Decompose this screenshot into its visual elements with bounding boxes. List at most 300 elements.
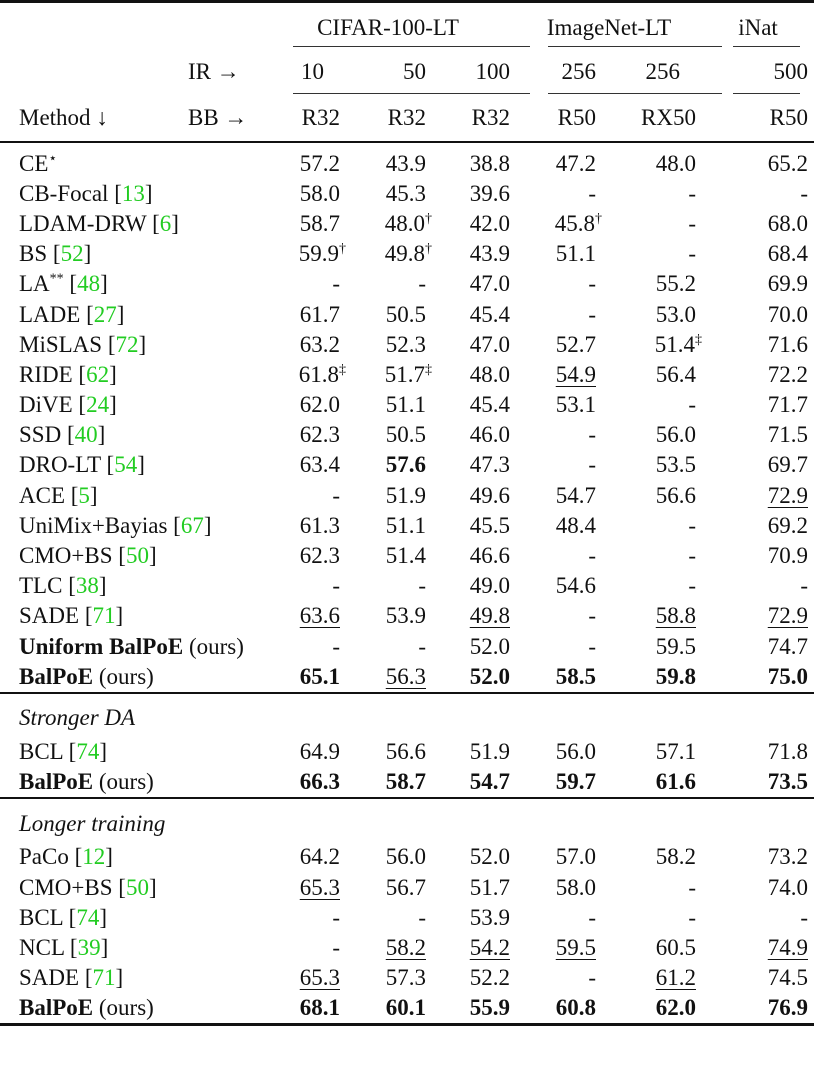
backbone-value: R32 xyxy=(301,105,340,130)
value-cell xyxy=(432,420,516,450)
table-row xyxy=(0,179,814,209)
value-text: - xyxy=(588,543,596,569)
citation-link[interactable]: 12 xyxy=(82,844,106,870)
value-text: 46.6 xyxy=(469,543,510,569)
value-text: - xyxy=(418,633,426,659)
value-cell xyxy=(516,420,602,450)
value-text: 52.0 xyxy=(469,844,510,870)
citation-link[interactable]: 39 xyxy=(77,934,101,960)
method-name: TLC xyxy=(19,573,63,599)
value-cell xyxy=(432,209,516,239)
section-title-row xyxy=(0,693,814,737)
value-text: 65.2 xyxy=(767,150,808,176)
value-cell xyxy=(516,767,602,798)
header-row-ir xyxy=(0,48,814,96)
method-cell: SADE [71] xyxy=(19,603,124,629)
header-spacer xyxy=(0,48,160,96)
value-text: 68.4 xyxy=(767,241,808,267)
value-cell xyxy=(602,330,702,360)
table-row xyxy=(0,632,814,662)
table-row xyxy=(0,269,814,299)
value-text: 38.8 xyxy=(469,150,510,176)
value-text: 51.1 xyxy=(385,512,426,538)
value-text: 76.9 xyxy=(767,995,808,1021)
citation-link[interactable]: 5 xyxy=(78,482,90,508)
value-cell xyxy=(346,299,432,329)
value-cell xyxy=(516,872,602,902)
value-text: 50.5 xyxy=(385,301,426,327)
value-cell xyxy=(260,872,346,902)
citation-link[interactable]: 24 xyxy=(86,392,110,418)
bottom-rule-line xyxy=(0,1025,814,1031)
table-row xyxy=(0,737,814,767)
method-name: BS xyxy=(19,241,48,267)
value-cell xyxy=(702,390,814,420)
citation-link[interactable]: 74 xyxy=(76,738,100,764)
value-cell xyxy=(702,511,814,541)
table-row xyxy=(0,662,814,693)
value-text: 56.0 xyxy=(555,738,596,764)
value-cell xyxy=(602,993,702,1025)
value-text: 70.9 xyxy=(767,543,808,569)
value-cell xyxy=(516,933,602,963)
value-cell xyxy=(346,511,432,541)
table-header xyxy=(0,2,814,142)
value-cell xyxy=(346,142,432,179)
table-row xyxy=(0,933,814,963)
citation-link[interactable]: 54 xyxy=(114,452,138,478)
value-text: - xyxy=(688,543,696,569)
method-cell: MiSLAS [72] xyxy=(19,331,147,357)
value-superscript: † xyxy=(595,211,602,227)
value-text: 61.2 xyxy=(655,965,696,991)
value-text: 51.9 xyxy=(385,482,426,508)
value-text: 51.9 xyxy=(469,738,510,764)
value-cell xyxy=(432,842,516,872)
value-superscript: ‡ xyxy=(339,362,346,378)
value-text: 73.2 xyxy=(767,844,808,870)
value-cell xyxy=(346,481,432,511)
value-cell xyxy=(516,662,602,693)
ours-suffix: (ours) xyxy=(188,633,244,659)
value-text: 60.5 xyxy=(655,934,696,960)
value-cell xyxy=(432,632,516,662)
method-name: CE xyxy=(19,150,49,176)
value-text: 45.5 xyxy=(469,512,510,538)
value-cell xyxy=(602,179,702,209)
method-name: Uniform BalPoE xyxy=(19,633,184,659)
value-cell xyxy=(702,872,814,902)
citation-link[interactable]: 52 xyxy=(60,241,84,267)
table-row xyxy=(0,450,814,480)
value-cell xyxy=(702,993,814,1025)
ir-value: 100 xyxy=(475,58,510,84)
value-cell xyxy=(702,963,814,993)
value-superscript: † xyxy=(425,241,432,257)
value-cell xyxy=(602,737,702,767)
method-name: ACE xyxy=(19,482,65,508)
value-cell xyxy=(260,842,346,872)
value-text: - xyxy=(688,392,696,418)
value-cell xyxy=(432,872,516,902)
citation-link[interactable]: 62 xyxy=(86,361,110,387)
citation-link[interactable]: 38 xyxy=(75,573,99,599)
value-text: - xyxy=(588,965,596,991)
value-cell xyxy=(516,360,602,390)
value-text: 71.8 xyxy=(767,738,808,764)
value-text: 62.3 xyxy=(299,422,340,448)
value-text: 72.9 xyxy=(767,482,808,508)
method-name: DiVE xyxy=(19,392,73,418)
value-text: 74.0 xyxy=(767,874,808,900)
value-text: - xyxy=(588,603,596,629)
value-text: 55.2 xyxy=(655,271,696,297)
value-cell xyxy=(260,993,346,1025)
value-text: 49.8 xyxy=(384,241,425,267)
value-text: - xyxy=(588,633,596,659)
dataset-group-header: ImageNet-LT xyxy=(516,2,702,48)
value-text: 57.1 xyxy=(655,738,696,764)
value-text: 51.1 xyxy=(555,241,596,267)
value-cell xyxy=(602,662,702,693)
value-cell xyxy=(346,601,432,631)
value-text: 53.5 xyxy=(655,452,696,478)
value-text: 72.9 xyxy=(767,603,808,629)
value-text: 73.5 xyxy=(767,769,808,795)
value-text: 52.3 xyxy=(385,331,426,357)
method-cell: LA** [48] xyxy=(19,271,108,297)
value-cell xyxy=(602,420,702,450)
method-cell: UniMix+Bayias [67] xyxy=(19,512,212,538)
value-cell xyxy=(516,963,602,993)
value-cell xyxy=(260,541,346,571)
value-cell xyxy=(702,179,814,209)
value-text: 75.0 xyxy=(767,663,808,689)
method-name: BalPoE xyxy=(19,769,94,795)
value-cell xyxy=(602,842,702,872)
value-text: 59.8 xyxy=(655,663,696,689)
value-text: 53.9 xyxy=(469,904,510,930)
value-cell xyxy=(346,209,432,239)
value-text: - xyxy=(588,271,596,297)
table-row xyxy=(0,239,814,269)
value-text: 49.6 xyxy=(469,482,510,508)
value-text: 66.3 xyxy=(299,769,340,795)
method-cell: BCL [74] xyxy=(19,904,107,930)
value-text: - xyxy=(418,573,426,599)
method-cell: CMO+BS [50] xyxy=(19,874,157,900)
value-text: 69.9 xyxy=(767,271,808,297)
value-cell xyxy=(260,269,346,299)
backbone-value: R32 xyxy=(471,105,510,130)
value-text: 56.6 xyxy=(385,738,426,764)
value-text: 51.4 xyxy=(385,543,426,569)
value-cell xyxy=(346,872,432,902)
cmidrule xyxy=(293,46,530,47)
value-text: 55.9 xyxy=(469,995,510,1021)
value-text: 69.7 xyxy=(767,452,808,478)
value-text: 59.5 xyxy=(655,633,696,659)
table-body xyxy=(0,142,814,1031)
value-text: - xyxy=(688,904,696,930)
value-text: 57.2 xyxy=(299,150,340,176)
value-text: - xyxy=(418,904,426,930)
method-name: LA xyxy=(19,271,50,297)
dataset-group-header: CIFAR-100-LT xyxy=(260,2,516,48)
value-text: 47.2 xyxy=(555,150,596,176)
citation-link[interactable]: 67 xyxy=(180,512,204,538)
value-text: 45.8 xyxy=(554,210,595,236)
value-text: 46.0 xyxy=(469,422,510,448)
value-text: 74.7 xyxy=(767,633,808,659)
value-cell xyxy=(516,450,602,480)
method-cell xyxy=(0,662,260,693)
bb-label: BB → xyxy=(188,105,248,130)
value-cell xyxy=(346,737,432,767)
method-cell: DiVE [24] xyxy=(19,392,117,418)
value-cell xyxy=(260,601,346,631)
citation-link[interactable]: 74 xyxy=(76,904,100,930)
value-text: 58.0 xyxy=(555,874,596,900)
value-cell xyxy=(260,360,346,390)
value-text: 68.0 xyxy=(767,210,808,236)
value-cell xyxy=(346,330,432,360)
value-cell xyxy=(516,842,602,872)
value-cell xyxy=(346,993,432,1025)
value-text: 62.0 xyxy=(655,995,696,1021)
table-row xyxy=(0,903,814,933)
value-cell xyxy=(516,571,602,601)
citation-link[interactable]: 27 xyxy=(93,301,117,327)
bottom-rule xyxy=(0,1025,814,1031)
value-text: - xyxy=(588,422,596,448)
value-text: 59.7 xyxy=(555,769,596,795)
value-text: - xyxy=(588,180,596,206)
cmidrule xyxy=(733,46,800,47)
value-text: 43.9 xyxy=(469,241,510,267)
cmidrule xyxy=(293,93,530,94)
method-cell: SADE [71] xyxy=(19,965,124,991)
method-name: RIDE xyxy=(19,361,73,387)
value-text: 54.6 xyxy=(555,573,596,599)
value-cell xyxy=(702,933,814,963)
method-name: LDAM-DRW xyxy=(19,210,147,236)
value-cell xyxy=(346,360,432,390)
value-text: 54.7 xyxy=(469,769,510,795)
value-cell xyxy=(260,481,346,511)
value-cell xyxy=(516,142,602,179)
method-name: PaCo xyxy=(19,844,69,870)
method-cell: DRO-LT [54] xyxy=(19,452,145,478)
value-cell xyxy=(432,541,516,571)
value-cell xyxy=(346,571,432,601)
value-cell xyxy=(516,269,602,299)
method-cell: NCL [39] xyxy=(19,934,109,960)
value-superscript: ‡ xyxy=(695,332,702,348)
ir-value: 10 xyxy=(301,58,324,84)
value-cell xyxy=(702,330,814,360)
cmidrule xyxy=(548,46,722,47)
value-text: 56.0 xyxy=(655,422,696,448)
value-cell xyxy=(260,299,346,329)
value-text: 53.9 xyxy=(385,603,426,629)
value-text: 62.0 xyxy=(299,392,340,418)
table-row xyxy=(0,390,814,420)
value-text: 54.9 xyxy=(555,361,596,387)
section-title-row xyxy=(0,798,814,842)
value-text: 70.0 xyxy=(767,301,808,327)
ir-value: 50 xyxy=(403,58,426,84)
table-row xyxy=(0,571,814,601)
table-row xyxy=(0,511,814,541)
value-text: 52.7 xyxy=(555,331,596,357)
value-cell xyxy=(516,179,602,209)
value-text: 52.0 xyxy=(469,633,510,659)
method-superscript: ⋆ xyxy=(48,150,58,166)
value-cell xyxy=(702,541,814,571)
value-cell xyxy=(516,601,602,631)
value-text: 72.2 xyxy=(767,361,808,387)
value-cell xyxy=(346,390,432,420)
value-cell xyxy=(602,390,702,420)
value-cell xyxy=(602,239,702,269)
value-cell xyxy=(602,767,702,798)
value-cell xyxy=(346,541,432,571)
value-text: 63.6 xyxy=(299,603,340,629)
value-text: 56.4 xyxy=(655,361,696,387)
method-cell: LDAM-DRW [6] xyxy=(19,210,179,236)
value-text: - xyxy=(800,904,808,930)
value-cell xyxy=(260,767,346,798)
value-text: 62.3 xyxy=(299,543,340,569)
value-cell xyxy=(260,511,346,541)
value-cell xyxy=(516,632,602,662)
value-text: 42.0 xyxy=(469,210,510,236)
value-cell xyxy=(260,209,346,239)
value-cell xyxy=(702,601,814,631)
value-text: 71.5 xyxy=(767,422,808,448)
ir-value: 256 xyxy=(645,58,680,84)
cmidrule xyxy=(548,93,722,94)
citation-link[interactable]: 71 xyxy=(92,965,116,991)
value-cell xyxy=(702,481,814,511)
header-row-datasets xyxy=(0,2,814,48)
value-text: 63.2 xyxy=(299,331,340,357)
header-spacer xyxy=(0,2,260,48)
value-cell xyxy=(602,511,702,541)
value-text: 71.7 xyxy=(767,392,808,418)
value-cell xyxy=(432,299,516,329)
table-row xyxy=(0,963,814,993)
value-cell xyxy=(702,450,814,480)
method-cell xyxy=(0,993,260,1025)
citation-link[interactable]: 40 xyxy=(74,422,98,448)
value-cell xyxy=(516,390,602,420)
value-text: 52.0 xyxy=(469,663,510,689)
citation-link[interactable]: 50 xyxy=(125,874,149,900)
value-text: - xyxy=(332,271,340,297)
method-cell: LADE [27] xyxy=(19,301,125,327)
value-cell xyxy=(602,872,702,902)
citation-link[interactable]: 6 xyxy=(159,210,172,236)
value-cell xyxy=(702,737,814,767)
value-cell xyxy=(432,601,516,631)
value-text: 52.2 xyxy=(469,965,510,991)
value-cell xyxy=(346,632,432,662)
method-name: SADE xyxy=(19,965,80,991)
value-text: 54.2 xyxy=(469,934,510,960)
ir-value: 256 xyxy=(561,58,596,84)
value-text: - xyxy=(332,633,340,659)
method-cell xyxy=(0,142,260,179)
table-row xyxy=(0,142,814,179)
citation-link[interactable]: 71 xyxy=(92,603,116,629)
value-cell xyxy=(346,269,432,299)
value-cell xyxy=(602,541,702,571)
value-cell xyxy=(602,632,702,662)
method-name: CMO+BS xyxy=(19,874,113,900)
ours-suffix: (ours) xyxy=(98,663,154,689)
value-cell xyxy=(602,360,702,390)
table-row xyxy=(0,767,814,798)
value-cell xyxy=(516,511,602,541)
value-cell xyxy=(432,390,516,420)
table-row xyxy=(0,481,814,511)
value-cell xyxy=(432,179,516,209)
value-cell xyxy=(702,903,814,933)
value-cell xyxy=(346,842,432,872)
value-cell xyxy=(702,360,814,390)
value-text: 58.2 xyxy=(655,844,696,870)
method-name: SSD xyxy=(19,422,62,448)
value-cell xyxy=(432,269,516,299)
value-cell xyxy=(346,239,432,269)
method-cell: ACE [5] xyxy=(19,482,98,508)
value-text: 47.0 xyxy=(469,271,510,297)
citation-link[interactable]: 50 xyxy=(125,543,149,569)
value-text: - xyxy=(688,512,696,538)
table-row xyxy=(0,299,814,329)
value-superscript: ‡ xyxy=(425,362,432,378)
value-text: 51.1 xyxy=(385,392,426,418)
method-name: BCL xyxy=(19,738,63,764)
value-text: 47.0 xyxy=(469,331,510,357)
citation-link[interactable]: 13 xyxy=(121,180,145,206)
section-title: Stronger DA xyxy=(0,693,814,737)
value-text: 58.5 xyxy=(555,663,596,689)
value-cell xyxy=(516,209,602,239)
value-cell xyxy=(346,662,432,693)
value-cell xyxy=(346,179,432,209)
method-cell: SSD [40] xyxy=(19,422,106,448)
value-text: 71.6 xyxy=(767,331,808,357)
value-text: 49.0 xyxy=(469,573,510,599)
method-cell: CB-Focal [13] xyxy=(19,180,153,206)
value-text: 53.1 xyxy=(555,392,596,418)
ir-value: 500 xyxy=(773,58,808,84)
value-cell xyxy=(432,481,516,511)
method-column-header: Method ↓ xyxy=(19,105,108,130)
value-cell xyxy=(432,993,516,1025)
citation-link[interactable]: 72 xyxy=(115,331,139,357)
header-row-backbone xyxy=(0,96,814,142)
value-cell xyxy=(602,963,702,993)
value-cell xyxy=(432,662,516,693)
value-cell xyxy=(260,330,346,360)
value-cell xyxy=(602,299,702,329)
method-cell: TLC [38] xyxy=(19,573,107,599)
citation-link[interactable]: 48 xyxy=(77,271,101,297)
